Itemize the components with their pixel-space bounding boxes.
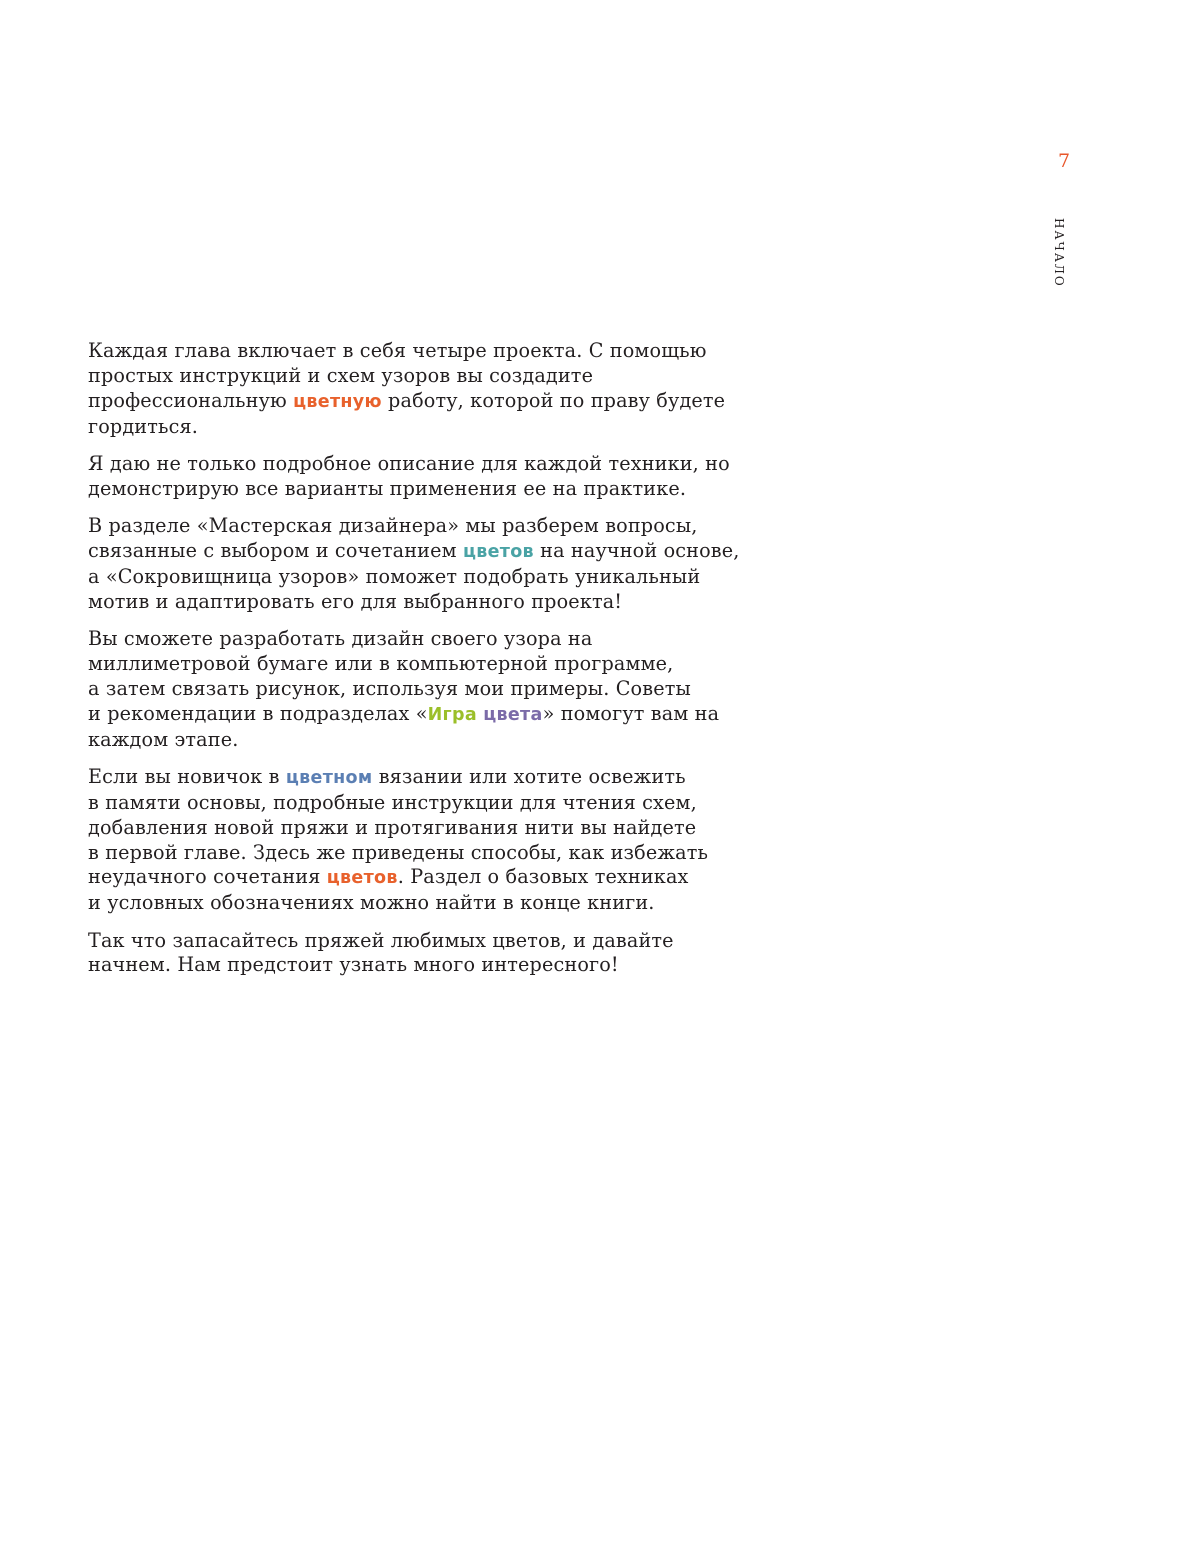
text-line: неудачного сочетания [88, 865, 327, 889]
text-line: вязании или хотите освежить [372, 764, 686, 788]
highlight-word: цвета [483, 704, 543, 725]
text-line: В разделе «Мастерская дизайнера» мы разберем вопросы, [88, 514, 698, 538]
text-line: гордиться. [88, 414, 199, 438]
text-line: работу, которой по праву будете [381, 388, 726, 412]
body-text [88, 339, 768, 991]
text-line: а «Сокровищница узоров» поможет подобрать уникальный [88, 564, 701, 588]
paragraph-3 [88, 514, 768, 615]
text-line: Так что запасайтесь пряжей любимых цветов, и давайте [88, 928, 674, 952]
highlight-word: цветов [326, 868, 398, 889]
text-line: профессиональную [88, 388, 294, 412]
highlight-word: цветном [285, 767, 373, 788]
text-line: Если вы новичок в [88, 764, 286, 788]
text-line: и рекомендации в подразделах « [88, 701, 428, 725]
text-line: каждом этапе. [88, 727, 239, 751]
text-line: и условных обозначениях можно найти в конце книги. [88, 891, 655, 915]
paragraph-1 [88, 339, 768, 440]
paragraph-4 [88, 627, 768, 753]
text-line: в первой главе. Здесь же приведены способы, как избежать [88, 840, 709, 864]
text-line: начнем. Нам предстоит узнать много интересного! [88, 953, 619, 977]
text-line: в памяти основы, подробные инструкции для чтения схем, [88, 790, 697, 814]
highlight-word: цветов [462, 541, 534, 562]
text-line: . Раздел о базовых техниках [397, 865, 689, 889]
text-line: Каждая глава включает в себя четыре проекта. С помощью [88, 339, 707, 362]
text-line: простых инструкций и схем узоров вы создадите [88, 363, 594, 387]
highlight-word: Игра [427, 704, 477, 725]
text-line: Вы сможете разработать дизайн своего узора на [88, 626, 593, 650]
page-number: 7 [1058, 150, 1071, 172]
text-line: мотив и адаптировать его для выбранного проекта! [88, 589, 623, 613]
text-line: на научной основе, [533, 538, 740, 562]
text-line: а затем связать рисунок, используя мои примеры. Советы [88, 676, 691, 700]
text-line: демонстрирую все варианты применения ее на практике. [88, 476, 687, 500]
text-line: Я даю не только подробное описание для каждой техники, но [88, 451, 730, 475]
paragraph-5 [88, 765, 768, 916]
paragraph-6 [88, 929, 768, 979]
text-line: » помогут вам на [542, 701, 720, 725]
text-line: добавления новой пряжи и протягивания нити вы найдете [88, 815, 697, 839]
text-line: миллиметровой бумаге или в компьютерной программе, [88, 651, 674, 675]
highlight-word: цветную [293, 391, 382, 412]
paragraph-2 [88, 452, 768, 502]
text-line: связанные с выбором и сочетанием [88, 538, 463, 562]
running-head-section-title: НАЧАЛО [1052, 218, 1066, 288]
